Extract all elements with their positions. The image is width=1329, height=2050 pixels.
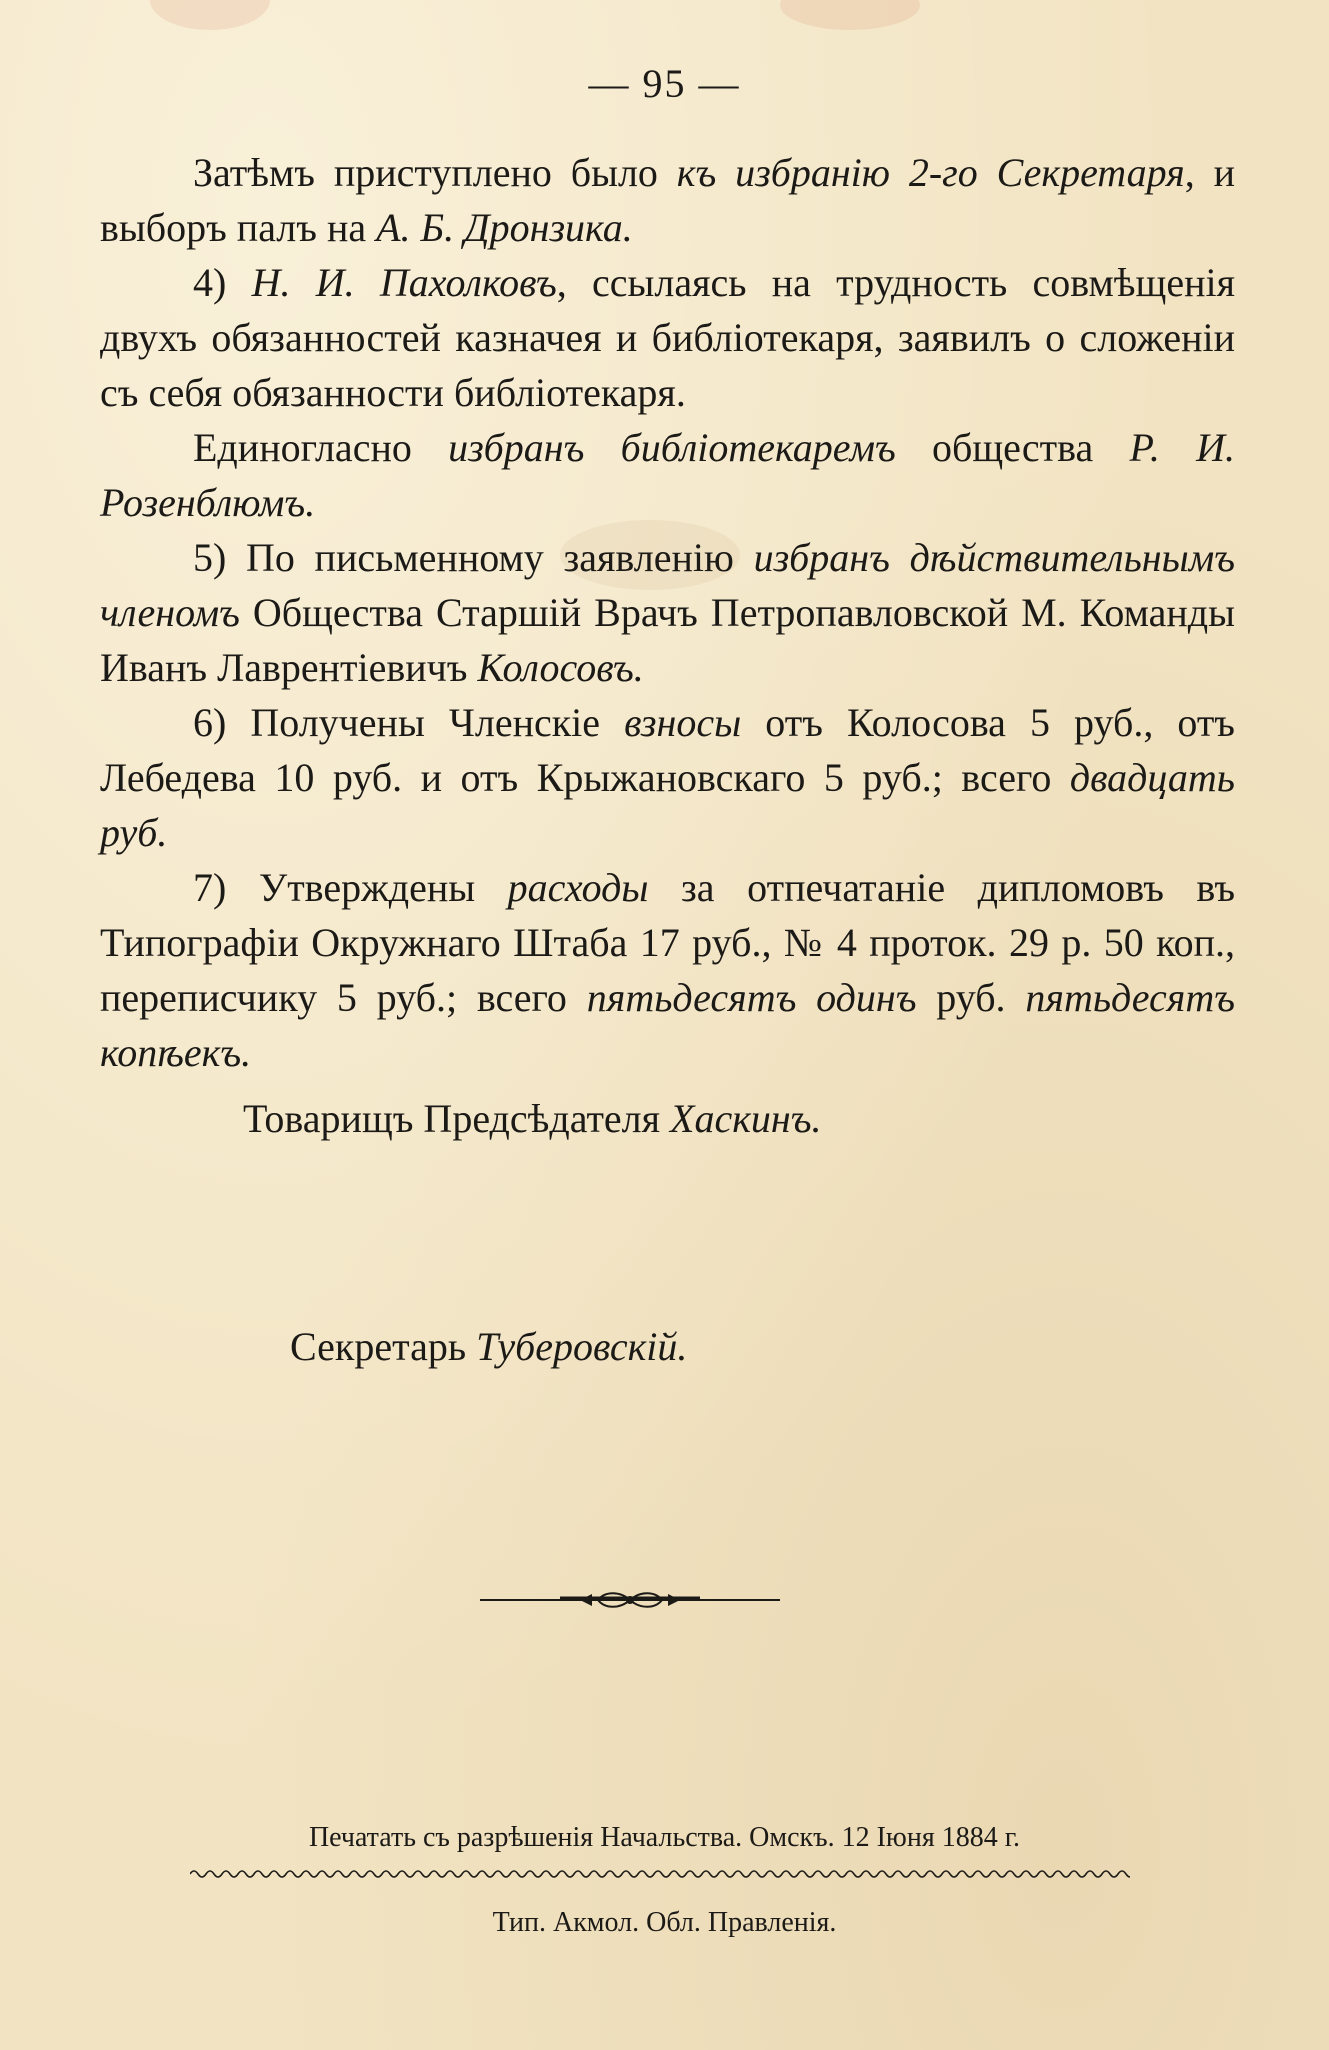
text: отъ Колосова 5 руб., отъ Лебедева 10 руб. и отъ Крыжановскаго 5 руб.; всего xyxy=(100,700,1235,800)
signature-role: Секретарь xyxy=(290,1324,467,1369)
italic-text: къ избранію 2-го Секретаря xyxy=(676,150,1185,195)
imprint-printer: Тип. Акмол. Обл. Правленія. xyxy=(492,1907,837,1938)
italic-text: двадцать руб. xyxy=(100,755,1235,855)
signature-vice-chairman xyxy=(243,1095,822,1142)
signature-role: Товарищъ Предсѣдателя xyxy=(243,1096,661,1141)
paragraph-p4 xyxy=(100,530,1235,695)
text: 6) Получены Членскіе xyxy=(193,700,625,745)
text: 7) Утверждены xyxy=(193,865,508,910)
text: 5) По письменному заявленію xyxy=(193,535,754,580)
wavy-rule xyxy=(190,1866,1130,1882)
signature-secretary xyxy=(290,1323,687,1370)
signature-name: Туберовскій. xyxy=(476,1324,688,1369)
italic-text: взносы xyxy=(624,700,742,745)
paragraph-p3 xyxy=(100,420,1235,530)
italic-text: пятьдесятъ копѣекъ. xyxy=(100,975,1235,1075)
text: , ссылаясь на трудность совмѣщенія двухъ обязанностей казначея и библіотекаря, заявилъ о сложеніи съ себя обязанности библіотекаря. xyxy=(100,260,1235,415)
italic-text: А. Б. Дронзика. xyxy=(376,205,633,250)
text: за отпечатаніе дипломовъ въ Типографіи Окружнаго Штаба 17 руб., № 4 проток. 29 р. 50 коп., переписчику 5 руб.; всего xyxy=(100,865,1235,1020)
paper-stain xyxy=(150,0,270,30)
italic-text: избранъ библіотекаремъ xyxy=(448,425,896,470)
paper-stain xyxy=(780,0,920,30)
imprint-permission: Печатать съ разрѣшенія Начальства. Омскъ. 12 Іюня 1884 г. xyxy=(308,1822,1021,1853)
italic-text: Н. И. Пахолковъ xyxy=(251,260,557,305)
italic-text: избранъ дѣйствительнымъ членомъ xyxy=(100,535,1235,635)
ornament-divider xyxy=(480,1585,780,1615)
document-body xyxy=(100,145,1235,1080)
paragraph-p5 xyxy=(100,695,1235,860)
text: 4) xyxy=(193,260,252,305)
page-number: — 95 — xyxy=(588,61,741,106)
paragraph-p2 xyxy=(100,255,1235,420)
text: Единогласно xyxy=(193,425,449,470)
text: общества xyxy=(895,425,1130,470)
text: Затѣмъ приступлено было xyxy=(193,150,677,195)
paragraph-p6 xyxy=(100,860,1235,1080)
paragraph-p1 xyxy=(100,145,1235,255)
italic-text: Р. И. Розенблюмъ. xyxy=(100,425,1235,525)
text: , и выборъ палъ на xyxy=(100,150,1236,250)
italic-text: расходы xyxy=(507,865,649,910)
text: руб. xyxy=(916,975,1026,1020)
signature-name: Хаскинъ. xyxy=(670,1096,822,1141)
italic-text: Колосовъ. xyxy=(477,645,644,690)
text: Общества Старшій Врачъ Петропавловской М. Команды Иванъ Лаврентіевичъ xyxy=(100,590,1235,690)
italic-text: пятьдесятъ одинъ xyxy=(586,975,917,1020)
